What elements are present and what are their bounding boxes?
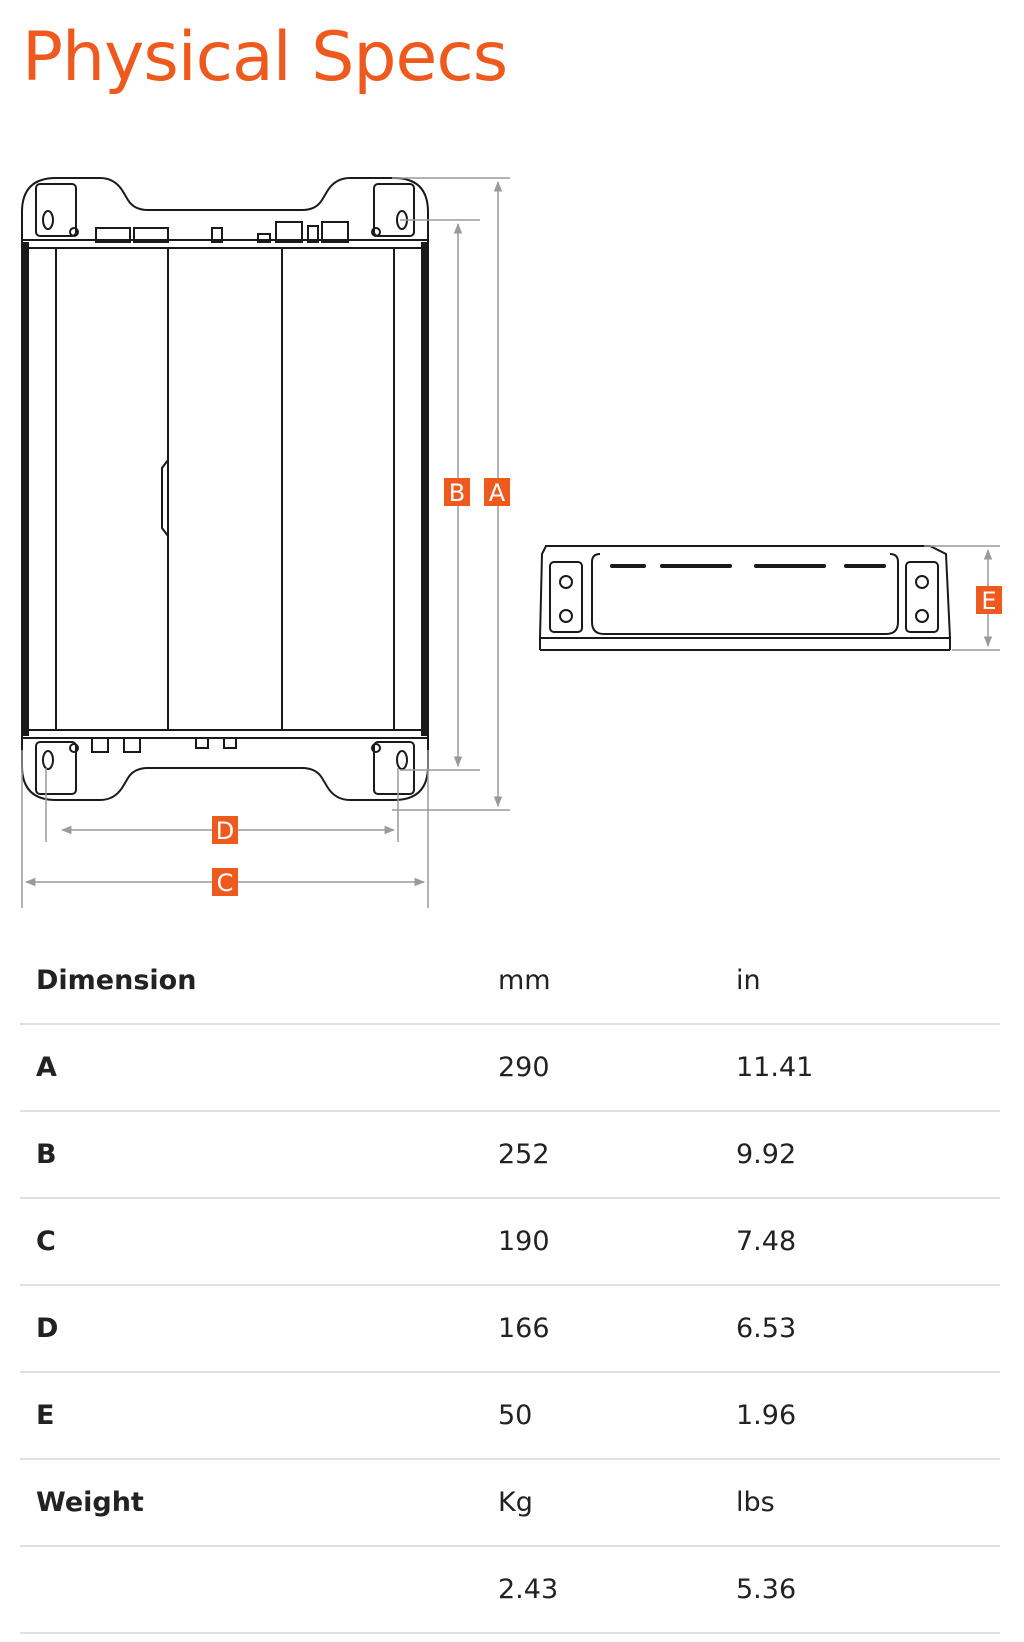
- table-row: [20, 1546, 1000, 1633]
- row-mm: 50: [498, 1372, 736, 1459]
- row-label: D: [20, 1285, 498, 1372]
- marker-b-label: B: [448, 479, 466, 507]
- marker-a-label: A: [488, 479, 506, 507]
- header-mm: mm: [498, 938, 736, 1024]
- marker-c-label: C: [216, 869, 234, 897]
- table-row: [20, 1024, 1000, 1111]
- table-row: [20, 1372, 1000, 1459]
- amplifier-top-view: [22, 178, 428, 800]
- row-in: 11.41: [736, 1024, 1000, 1111]
- marker-e-label: E: [981, 587, 997, 615]
- marker-d: [212, 816, 238, 845]
- row-in: 7.48: [736, 1198, 1000, 1285]
- dimension-lines: [22, 178, 510, 908]
- table-row: [20, 1198, 1000, 1285]
- page-title: Physical Specs: [22, 18, 508, 97]
- header-dimension: Dimension: [20, 938, 498, 1024]
- row-mm: 166: [498, 1285, 736, 1372]
- table-row: [20, 1285, 1000, 1372]
- amplifier-drawing: [0, 150, 1024, 920]
- row-in: 9.92: [736, 1111, 1000, 1198]
- row-label: Weight: [20, 1459, 498, 1546]
- row-label: E: [20, 1372, 498, 1459]
- row-mm: Kg: [498, 1459, 736, 1546]
- row-label: [20, 1546, 498, 1633]
- row-mm: 190: [498, 1198, 736, 1285]
- marker-b: [444, 478, 470, 507]
- row-mm: 252: [498, 1111, 736, 1198]
- row-in: 1.96: [736, 1372, 1000, 1459]
- row-mm: 290: [498, 1024, 736, 1111]
- marker-c: [212, 868, 238, 897]
- row-label: C: [20, 1198, 498, 1285]
- row-in: lbs: [736, 1459, 1000, 1546]
- row-in: 6.53: [736, 1285, 1000, 1372]
- marker-a: [484, 478, 510, 507]
- amplifier-side-view: [540, 546, 950, 650]
- marker-d-label: D: [215, 817, 235, 845]
- row-mm: 2.43: [498, 1546, 736, 1633]
- row-in: 5.36: [736, 1546, 1000, 1633]
- table-row: [20, 1111, 1000, 1198]
- row-label: B: [20, 1111, 498, 1198]
- table-row: [20, 1459, 1000, 1546]
- marker-e: [976, 586, 1002, 615]
- specs-table: [20, 938, 1000, 1634]
- row-label: A: [20, 1024, 498, 1111]
- dimension-diagram: [0, 150, 1024, 920]
- header-in: in: [736, 938, 1000, 1024]
- table-header-row: [20, 938, 1000, 1024]
